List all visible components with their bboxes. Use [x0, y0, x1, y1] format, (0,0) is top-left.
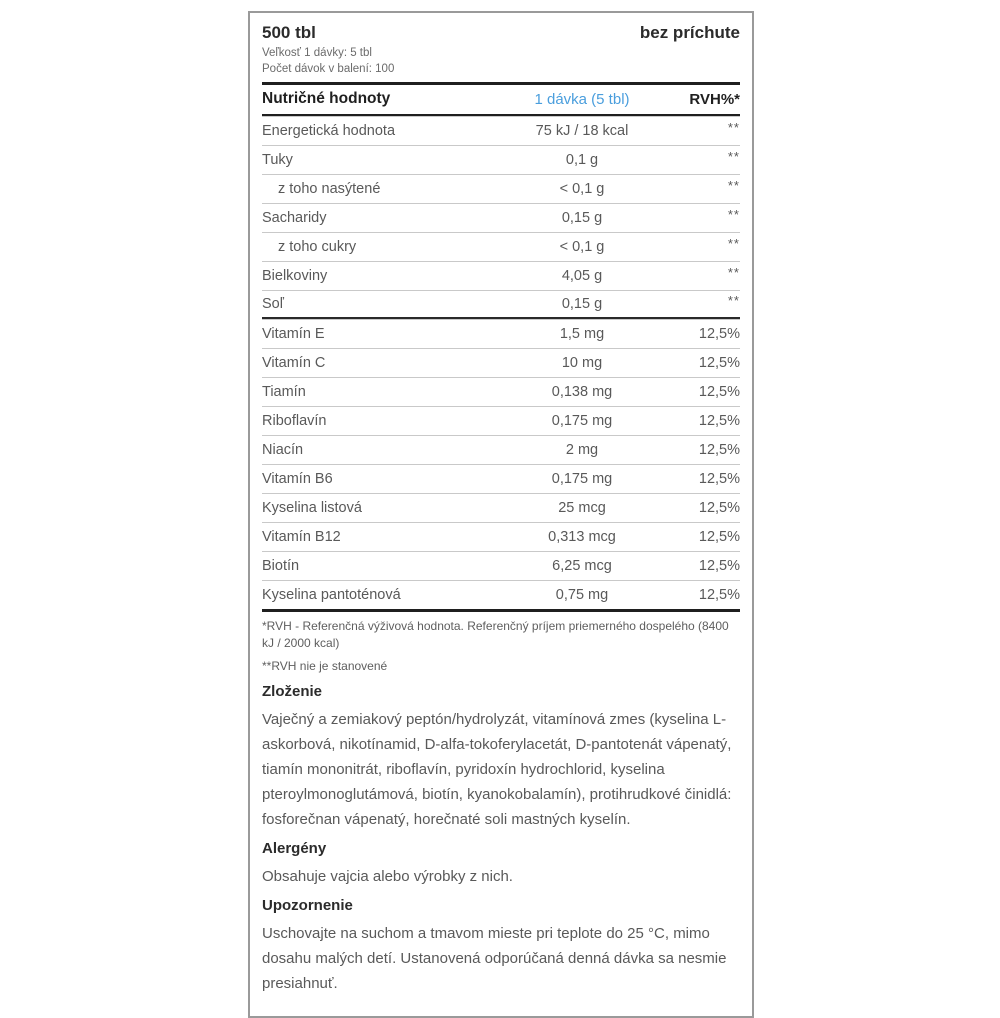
nutrient-rvh: 12,5%: [698, 442, 740, 458]
nutrient-value: < 0,1 g: [559, 239, 605, 255]
nutrient-name: Kyselina pantoténová: [262, 587, 401, 603]
table-row: [262, 232, 740, 261]
nutrient-value: 25 mcg: [558, 500, 606, 516]
table-row: [262, 116, 740, 145]
nutrient-name: Niacín: [262, 442, 304, 458]
nutrient-value: 0,75 mg: [555, 587, 609, 603]
nutrient-rvh: 12,5%: [698, 384, 740, 400]
nutrient-rvh: 12,5%: [698, 587, 740, 603]
nutrient-rvh: **: [727, 177, 740, 193]
servings-per-pack-line: Počet dávok v balení: 100: [262, 63, 395, 75]
nutrient-value: < 0,1 g: [559, 181, 605, 197]
table-row: [262, 203, 740, 232]
nutrient-name: Riboflavín: [262, 413, 327, 429]
table-row: [262, 377, 740, 406]
table-row: [262, 406, 740, 435]
table-row: [262, 551, 740, 580]
nutrient-name: Tuky: [262, 152, 293, 168]
table-row: [262, 493, 740, 522]
nutrient-value: 2 mg: [565, 442, 599, 458]
nutrient-value: 0,175 mg: [551, 471, 613, 487]
nutrient-name: Vitamín B12: [262, 529, 341, 545]
nutrient-value: 4,05 g: [561, 268, 603, 284]
nutrient-value: 0,1 g: [565, 152, 599, 168]
table-row: [262, 261, 740, 290]
section-warning-body: Uschovajte na suchom a tmavom mieste pri teplote do 25 °C, mimo dosahu malých detí. Ustanovená odporúčaná denná dávka sa nesmie presiahnuť.: [262, 925, 727, 993]
nutrient-name: Bielkoviny: [262, 268, 328, 284]
nutrient-rvh: 12,5%: [698, 413, 740, 429]
nutrient-value: 0,15 g: [561, 296, 603, 312]
table-row: [262, 348, 740, 377]
nutrient-name: Kyselina listová: [262, 500, 362, 516]
nutrient-value: 0,15 g: [561, 210, 603, 226]
table-row: [262, 580, 740, 609]
section-warning-heading: Upozornenie: [262, 897, 353, 915]
label-header: [262, 21, 740, 43]
nutrient-rvh: 12,5%: [698, 326, 740, 342]
nutrient-value: 0,138 mg: [551, 384, 613, 400]
section-warning: [262, 897, 740, 996]
section-ingredients: [262, 683, 740, 832]
nutrition-rows: [262, 116, 740, 609]
nutrient-rvh: **: [727, 264, 740, 280]
product-size: 500 tbl: [262, 23, 316, 42]
nutrient-rvh: **: [727, 292, 740, 308]
nutrient-rvh: **: [727, 148, 740, 164]
section-ingredients-body: Vaječný a zemiakový peptón/hydrolyzát, vitamínová zmes (kyselina L-askorbová, nikotínamid, D-alfa-tokoferylacetát, D-pantotenát vápenatý, tiamín mononitrát, riboflavín, pyridoxín hydrochlorid, kyselina pteroylmonoglutámová, biotín, kyanokobalamín), protihrudkové činidlá: fosforečnan vápenatý, horečnaté soli mastných kyselín.: [262, 711, 732, 829]
product-flavor: bez príchute: [639, 23, 740, 42]
table-row: [262, 174, 740, 203]
table-row: [262, 319, 740, 348]
nutrient-value: 6,25 mcg: [552, 558, 612, 574]
nutrient-value: 1,5 mg: [559, 326, 605, 342]
column-serving: 1 dávka (5 tbl): [534, 90, 630, 108]
nutrient-value: 0,175 mg: [551, 413, 613, 429]
section-allergens-heading: Alergény: [262, 840, 327, 858]
nutrient-name: Vitamín B6: [262, 471, 333, 487]
nutrient-rvh: **: [727, 119, 740, 135]
section-ingredients-heading: Zloženie: [262, 683, 323, 701]
nutrient-rvh: 12,5%: [698, 500, 740, 516]
nutrient-rvh: 12,5%: [698, 471, 740, 487]
table-row: [262, 145, 740, 174]
nutrient-rvh: 12,5%: [698, 529, 740, 545]
nutrient-name: Vitamín E: [262, 326, 325, 342]
nutrient-rvh: **: [727, 206, 740, 222]
nutrient-value: 0,313 mcg: [548, 529, 616, 545]
nutrient-name: Sacharidy: [262, 210, 327, 226]
section-allergens: [262, 840, 740, 889]
footnote-rvh: *RVH - Referenčná výživová hodnota. Referenčný príjem priemerného dospelého (8400 kJ / 2000 kcal): [262, 619, 729, 651]
table-row: [262, 435, 740, 464]
nutrient-name: Soľ: [262, 296, 284, 312]
nutrient-name: Biotín: [262, 558, 300, 574]
nutrient-rvh: 12,5%: [698, 558, 740, 574]
table-row: [262, 464, 740, 493]
nutrient-rvh: 12,5%: [698, 355, 740, 371]
footnotes: [262, 612, 740, 675]
nutrient-name: Energetická hodnota: [262, 123, 396, 139]
nutrient-value: 10 mg: [561, 355, 603, 371]
nutrient-rvh: **: [727, 235, 740, 251]
nutrient-value: 75 kJ / 18 kcal: [535, 123, 629, 139]
section-allergens-body: Obsahuje vajcia alebo výrobky z nich.: [262, 868, 513, 886]
serving-size-line: Veľkosť 1 dávky: 5 tbl: [262, 47, 372, 59]
column-rvh: RVH%*: [689, 90, 740, 108]
column-nutrient: Nutričné hodnoty: [262, 90, 391, 107]
nutrition-label-panel: [248, 11, 754, 1018]
nutrient-name: z toho cukry: [278, 239, 357, 255]
nutrient-name: Tiamín: [262, 384, 306, 400]
nutrient-name: z toho nasýtené: [278, 181, 381, 197]
nutrient-name: Vitamín C: [262, 355, 326, 371]
table-row: [262, 522, 740, 551]
table-row: [262, 290, 740, 319]
footnote-rvh-na: **RVH nie je stanovené: [262, 658, 388, 673]
nutrition-table-header: [262, 85, 740, 114]
